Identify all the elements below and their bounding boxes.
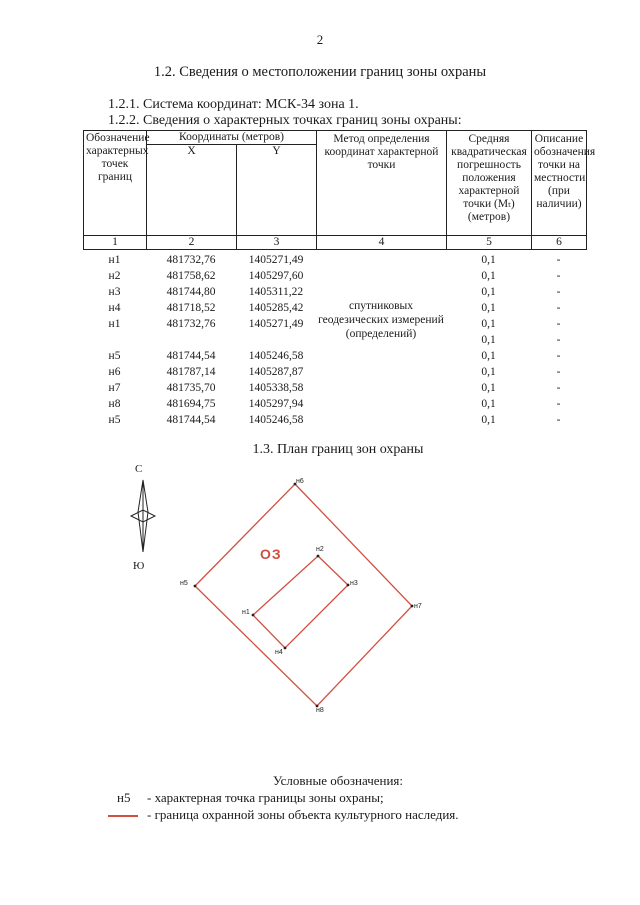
error-cell: 0,1 <box>481 318 496 330</box>
x-coordinate-cell: 481787,14 <box>166 366 216 378</box>
index-cell: 1 <box>84 236 147 250</box>
description-cell: - <box>556 334 561 346</box>
point-name-cell: н6 <box>108 366 121 378</box>
legend-point-code: н5 <box>117 790 131 805</box>
point-label-n1: н1 <box>242 609 250 616</box>
error-cell: 0,1 <box>481 382 496 394</box>
section-title: 1.2. Сведения о местоположении границ зоны охраны <box>153 64 487 80</box>
north-label: С <box>135 463 143 475</box>
y-coordinate-cell: 1405285,42 <box>248 302 304 314</box>
point-name-cell: н1 <box>108 254 121 266</box>
point-label-n7: н7 <box>414 603 422 610</box>
point-marker-n1 <box>252 614 255 617</box>
point-label-n8: н8 <box>316 707 324 714</box>
method-cell: спутниковых геодезических измерений (определений) <box>318 300 444 340</box>
point-name-cell: н8 <box>108 398 121 410</box>
point-marker-n7 <box>411 605 414 608</box>
zone-label: ОЗ <box>260 546 282 562</box>
y-coordinate-cell: 1405271,49 <box>248 318 304 330</box>
point-label-n2: н2 <box>316 546 324 553</box>
header-y: Y <box>237 145 317 236</box>
description-cell: - <box>556 318 561 330</box>
point-name-cell: н5 <box>108 350 121 362</box>
point-name-cell: н4 <box>108 302 121 314</box>
error-cell: 0,1 <box>481 286 496 298</box>
description-cell: - <box>556 270 561 282</box>
points-info-heading: 1.2.2. Сведения о характерных точках границ зоны охраны: <box>108 113 462 128</box>
point-name-cell: н5 <box>108 414 121 426</box>
point-label-n6: н6 <box>296 478 304 485</box>
point-label-n3: н3 <box>350 580 358 587</box>
point-name-cell: н7 <box>108 382 121 394</box>
description-cell: - <box>556 350 561 362</box>
point-marker-n4 <box>284 647 287 650</box>
description-cell: - <box>556 382 561 394</box>
error-cell: 0,1 <box>481 414 496 426</box>
x-coordinate-cell: 481744,80 <box>166 286 216 298</box>
page-number: 2 <box>316 32 324 47</box>
y-coordinate-cell: 1405311,22 <box>248 286 304 298</box>
description-cell: - <box>556 286 561 298</box>
y-coordinate-cell: 1405246,58 <box>248 350 304 362</box>
index-cell: 3 <box>237 236 317 250</box>
error-cell: 0,1 <box>481 334 496 346</box>
point-name-cell: н3 <box>108 286 121 298</box>
description-cell: - <box>556 302 561 314</box>
point-marker-n5 <box>194 585 197 588</box>
x-coordinate-cell: 481735,70 <box>166 382 216 394</box>
point-marker-n3 <box>347 584 350 587</box>
x-coordinate-cell: 481732,76 <box>166 318 216 330</box>
x-coordinate-cell: 481718,52 <box>166 302 216 314</box>
plan-title: 1.3. План границ зон охраны <box>252 442 424 457</box>
description-cell: - <box>556 414 561 426</box>
x-coordinate-cell: 481758,62 <box>166 270 216 282</box>
y-coordinate-cell: 1405297,60 <box>248 270 304 282</box>
legend-line-swatch <box>108 815 138 817</box>
y-coordinate-cell: 1405338,58 <box>248 382 304 394</box>
header-method: Метод определения координат характерной точки <box>317 131 447 236</box>
description-cell: - <box>556 398 561 410</box>
point-name-cell: н2 <box>108 270 121 282</box>
header-coordinates: Координаты (метров) <box>147 131 317 145</box>
index-cell: 5 <box>447 236 532 250</box>
point-name-cell: н1 <box>108 318 121 330</box>
coordinate-system-heading: 1.2.1. Система координат: МСК-34 зона 1. <box>108 97 359 112</box>
description-cell: - <box>556 366 561 378</box>
point-label-n5: н5 <box>180 580 188 587</box>
y-coordinate-cell: 1405271,49 <box>248 254 304 266</box>
legend-line-text: - граница охранной зоны объекта культурного наследия. <box>147 807 459 822</box>
x-coordinate-cell: 481732,76 <box>166 254 216 266</box>
index-cell: 2 <box>147 236 237 250</box>
error-cell: 0,1 <box>481 350 496 362</box>
compass-icon <box>131 480 155 552</box>
south-label: Ю <box>133 560 145 572</box>
inner-boundary <box>253 556 348 648</box>
y-coordinate-cell: 1405287,87 <box>248 366 304 378</box>
header-point-designation: Обозначение характерных точек границ <box>84 131 147 236</box>
point-marker-n2 <box>317 555 320 558</box>
y-coordinate-cell: 1405297,94 <box>248 398 304 410</box>
error-cell: 0,1 <box>481 366 496 378</box>
error-cell: 0,1 <box>481 270 496 282</box>
description-cell: - <box>556 254 561 266</box>
header-description: Описание обозначения точки на местности (при наличии) <box>532 131 587 236</box>
header-error: Средняя квадратическая погрешность положения характерной точки (Mₜ) (метров) <box>447 131 532 236</box>
header-x: X <box>147 145 237 236</box>
legend-title: Условные обозначения: <box>272 773 404 788</box>
x-coordinate-cell: 481744,54 <box>166 350 216 362</box>
error-cell: 0,1 <box>481 302 496 314</box>
legend-point-text: - характерная точка границы зоны охраны; <box>147 790 384 805</box>
point-label-n4: н4 <box>275 649 283 656</box>
index-cell: 4 <box>317 236 447 250</box>
outer-boundary <box>195 484 412 706</box>
error-cell: 0,1 <box>481 398 496 410</box>
y-coordinate-cell: 1405246,58 <box>248 414 304 426</box>
error-cell: 0,1 <box>481 254 496 266</box>
x-coordinate-cell: 481744,54 <box>166 414 216 426</box>
x-coordinate-cell: 481694,75 <box>166 398 216 410</box>
index-cell: 6 <box>532 236 587 250</box>
